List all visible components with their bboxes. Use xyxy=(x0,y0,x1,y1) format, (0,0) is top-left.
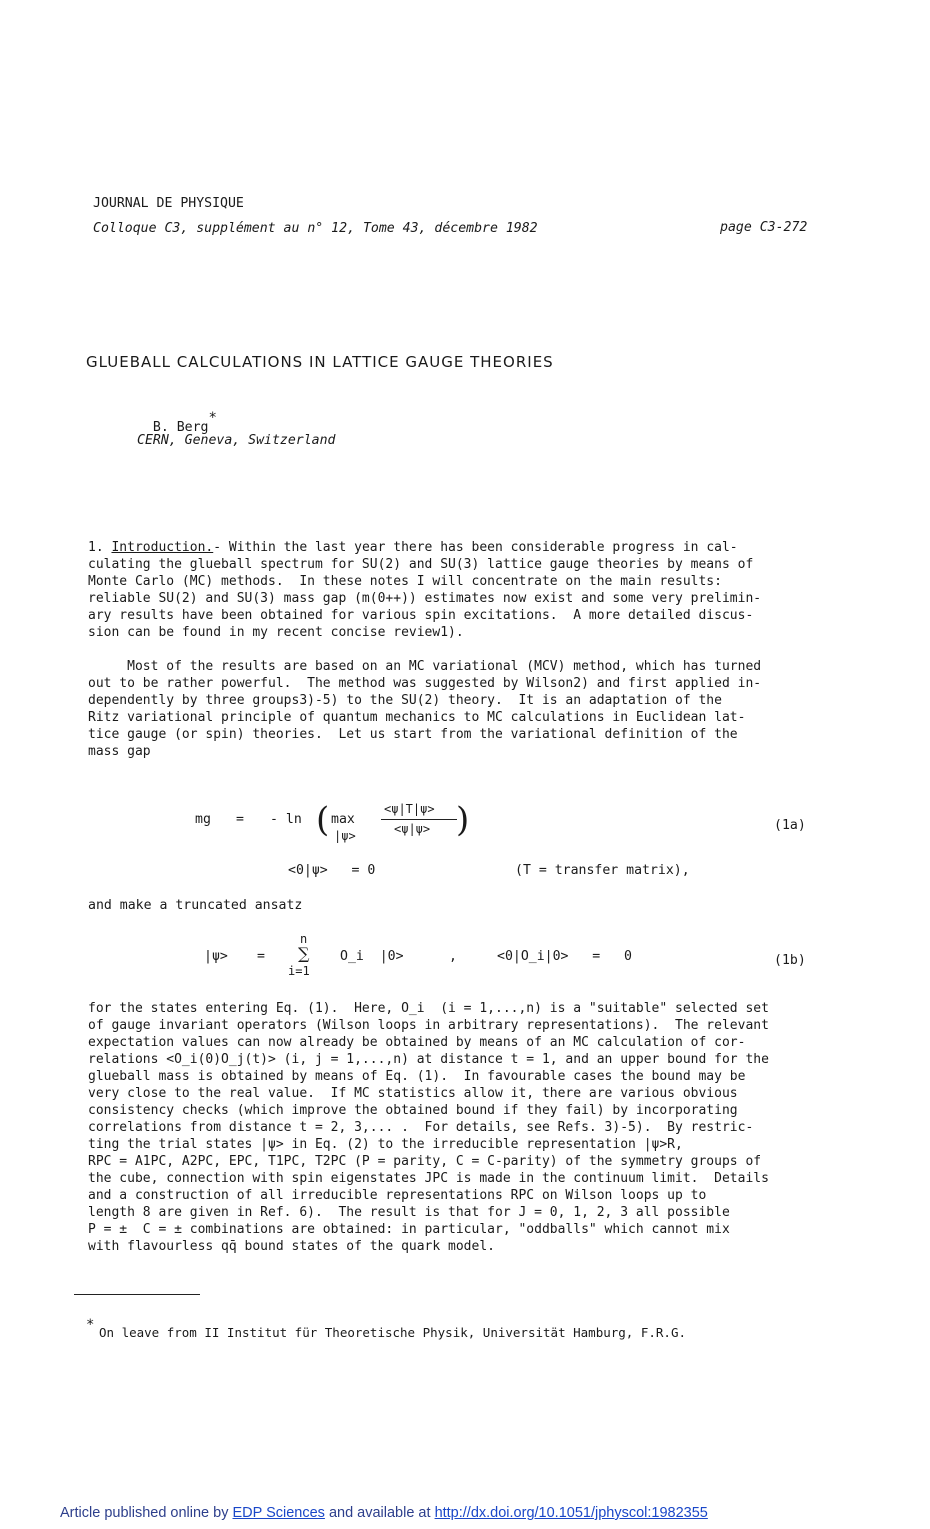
author-footnote-marker: * xyxy=(208,410,217,426)
para2-line-1: Most of the results are based on an MC variational (MCV) method, which has turned xyxy=(88,659,762,674)
para2-line-3: dependently by three groups3)-5) to the SU(2) theory. It is an adaptation of the xyxy=(88,693,722,708)
para3-line-14: P = ± C = ± combinations are obtained: in particular, "oddballs" which cannot mix xyxy=(88,1222,730,1237)
eq1b-equals: = xyxy=(257,949,265,964)
para2-line-6: mass gap xyxy=(88,744,151,759)
eq1a-note: (T = transfer matrix), xyxy=(515,863,690,878)
eq1b-label: (1b) xyxy=(774,953,806,968)
eq1a-max: max xyxy=(331,812,355,827)
intro-line-1: - Within the last year there has been considerable progress in cal- xyxy=(213,540,738,555)
eq1a-equals: = xyxy=(236,812,244,827)
para2-line-2: out to be rather powerful. The method was suggested by Wilson2) and first applied in- xyxy=(88,676,762,691)
eq1b-term: O_i |0> xyxy=(340,949,404,964)
author-name-text: B. Berg xyxy=(152,420,209,435)
intro-line-4: reliable SU(2) and SU(3) mass gap (m(0++)) estimates now exist and some very prelimin- xyxy=(88,591,762,606)
eq1a-right-paren: ) xyxy=(456,800,470,840)
footnote-text: On leave from II Institut für Theoretische Physik, Universität Hamburg, F.R.G. xyxy=(99,1325,686,1340)
para3-line-5: glueball mass is obtained by means of Eq. (1). In favourable cases the bound may be xyxy=(88,1069,746,1084)
eq1a-lhs: mg xyxy=(195,812,211,827)
eq1a-minus-ln: - ln xyxy=(270,812,302,827)
eq1a-fraction-bar xyxy=(381,819,457,820)
para3-line-15: with flavourless qq̄ bound states of the quark model. xyxy=(88,1239,495,1254)
footnote-rule xyxy=(74,1294,200,1295)
eq1a-label: (1a) xyxy=(774,818,806,833)
footer-prefix: Article published online by xyxy=(60,1505,233,1521)
intro-line-6: sion can be found in my recent concise review1). xyxy=(88,625,464,640)
author-affiliation: CERN, Geneva, Switzerland xyxy=(137,433,336,448)
eq1b-lhs: |ψ> xyxy=(204,949,228,964)
para2-line-5: tice gauge (or spin) theories. Let us start from the variational definition of the xyxy=(88,727,738,742)
eq1a-numerator: <ψ|T|ψ> xyxy=(384,802,435,816)
journal-name: JOURNAL DE PHYSIQUE xyxy=(93,196,244,211)
eq1a-max-sub: |ψ> xyxy=(334,829,356,843)
para3-line-3: expectation values can now already be obtained by means of an MC calculation of cor- xyxy=(88,1035,746,1050)
states-paragraph xyxy=(88,1000,858,1255)
footer-middle: and available at xyxy=(324,1505,435,1521)
eq1b-condition: <0|O_i|0> = 0 xyxy=(497,949,632,964)
eq1b-sum-sign: ∑ xyxy=(298,944,310,963)
author-name xyxy=(137,404,217,435)
eq1b-comma: , xyxy=(449,949,457,964)
para3-line-1: for the states entering Eq. (1). Here, O_i (i = 1,...,n) is a "suitable" selected set xyxy=(88,1001,769,1016)
para3-line-8: correlations from distance t = 2, 3,... . For details, see Refs. 3)-5). By restric- xyxy=(88,1120,754,1135)
para3-line-7: consistency checks (which improve the obtained bound if they fail) by incorporating xyxy=(88,1103,738,1118)
intro-line-5: ary results have been obtained for various spin excitations. A more detailed discus- xyxy=(88,608,754,623)
eq1a-condition: <0|ψ> = 0 xyxy=(288,863,376,878)
eq1a-left-paren: ( xyxy=(316,800,330,840)
doi-link[interactable]: http://dx.doi.org/10.1051/jphyscol:1982355 xyxy=(434,1505,708,1521)
footnote-marker: * xyxy=(86,1317,95,1333)
para2-line-4: Ritz variational principle of quantum mechanics to MC calculations in Euclidean lat- xyxy=(88,710,746,725)
publication-footer xyxy=(60,1505,708,1521)
eq1b-sum-top: n xyxy=(300,932,308,946)
para3-line-4: relations <O_i(0)O_j(t)> (i, j = 1,...,n) at distance t = 1, and an upper bound for the xyxy=(88,1052,769,1067)
para3-line-12: and a construction of all irreducible representations RPC on Wilson loops up to xyxy=(88,1188,707,1203)
para3-line-13: length 8 are given in Ref. 6). The result is that for J = 0, 1, 2, 3 all possible xyxy=(88,1205,730,1220)
section-heading: Introduction. xyxy=(111,540,214,555)
mcv-method-paragraph xyxy=(88,658,858,760)
page-number: page C3-272 xyxy=(720,220,808,235)
para3-line-9: ting the trial states |ψ> in Eq. (2) to the irreducible representation |ψ>R, xyxy=(88,1137,683,1152)
intro-line-3: Monte Carlo (MC) methods. In these notes I will concentrate on the main results: xyxy=(88,574,722,589)
intro-line-2: culating the glueball spectrum for SU(2) and SU(3) lattice gauge theories by means of xyxy=(88,557,754,572)
edp-sciences-link[interactable]: EDP Sciences xyxy=(232,1505,325,1521)
introduction-paragraph xyxy=(88,539,858,641)
eq1a-denominator: <ψ|ψ> xyxy=(394,822,431,836)
para3-line-11: the cube, connection with spin eigenstates JPC is made in the continuum limit. Details xyxy=(88,1171,769,1186)
section-number: 1. xyxy=(88,540,104,555)
para3-line-2: of gauge invariant operators (Wilson loops in arbitrary representations). The relevant xyxy=(88,1018,769,1033)
colloque-info: Colloque C3, supplément au n° 12, Tome 43, décembre 1982 xyxy=(93,221,538,236)
para3-line-10: RPC = A1PC, A2PC, EPC, T1PC, T2PC (P = parity, C = C-parity) of the symmetry groups of xyxy=(88,1154,762,1169)
ansatz-text: and make a truncated ansatz xyxy=(88,898,303,913)
para3-line-6: very close to the real value. If MC statistics allow it, there are various obvious xyxy=(88,1086,738,1101)
paper-title: GLUEBALL CALCULATIONS IN LATTICE GAUGE THEORIES xyxy=(86,353,554,371)
eq1b-sum-bottom: i=1 xyxy=(288,964,310,978)
